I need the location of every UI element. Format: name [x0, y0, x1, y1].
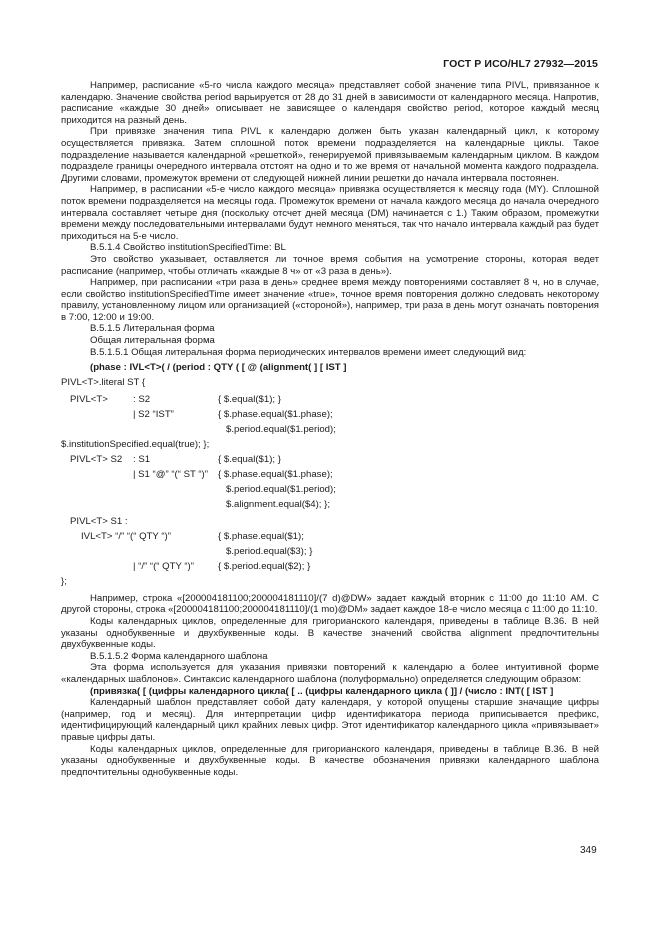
code-line: IVL<T> “/” “(“ QTY “)”	[81, 530, 171, 542]
code-line: $.institutionSpecified.equal(true); };	[61, 438, 210, 450]
code-line: PIVL<T> S1 :	[70, 515, 128, 527]
paragraph: Например, при расписании «три раза в день» среднее время между повторениями составляет 8 ч, но в случае, если свойство institutionSpecifiedTime имеет значение «true», точное время повторения должно следовать некоторому правилу, установленному лицом или организацией («стороной»), например, три раза в день могут означать повторения в 7:00, 12:00 и 19:00.	[61, 277, 599, 323]
code-line: { $.phase.equal($1.phase);	[218, 468, 333, 480]
code-line: | S2 “IST”	[133, 408, 174, 420]
code-line: };	[61, 575, 67, 587]
paragraph: Это свойство указывает, оставляется ли точное время события на усмотрение стороны, которая ведет расписание (например, чтобы отличать «каждые 8 ч» от «3 раза в день»).	[61, 253, 599, 277]
code-block	[61, 377, 599, 589]
code-line: PIVL<T> S2	[70, 453, 123, 465]
code-line: PIVL<T>	[70, 393, 108, 405]
syntax-line: (phase : IVL<T>( / (period : QTY ( [ @ (alignment( ] [ IST ]	[90, 362, 347, 374]
paragraph: Коды календарных циклов, определенные для григорианского календаря, приведены в таблице В.36. В ней указаны однобуквенные и двухбуквенные коды. В качестве значений свойства alignment предпочтительны двухбуквенные коды.	[61, 616, 599, 651]
paragraph: Например, расписание «5-го числа каждого месяца» представляет собой значение типа PIVL, привязанное к календарю. Значение свойства period варьируется от 28 до 31 дней в зависимости от календарного месяца. Напротив, расписание «каждые 30 дней» описывает не зависящее о календаря свойство period, которое каждый месяц приходится на разный день.	[61, 80, 599, 126]
paragraph: Календарный шаблон представляет собой дату календаря, у которой опущены старшие значащие цифры (например, год и месяц). Для интерпретации цифр идентификатора периода приписывается префикс, идентифицирующий календарный цикл крайних левых цифр. Этот идентификатор календарного цикла «привязывает» правые цифры даты.	[61, 697, 599, 743]
paragraph: Например, в расписании «5-е число каждого месяца» привязка осуществляется к месяцу года (MY). Сплошной поток времени подразделяется на месяцы года. Промежуток времени от начала каждого месяца до начала очередного интервала составляет четыре дня (поскольку отсчет дней месяца (DM) начинается с 1.) Таким образом, промежутки времени между последовательными интервалами будут немного меняться, так что начало интервала каждый раз будет приходиться на 5-е число.	[61, 184, 599, 242]
section-heading-b5152: В.5.1.5.2 Форма календарного шаблона	[90, 650, 268, 662]
document-header: ГОСТ Р ИСО/HL7 27932—2015	[443, 58, 598, 70]
paragraph: Например, строка «[200004181100;200004181110]/(7 d)@DW» задает каждый вторник с 11:00 до 11:10 AM. С другой стороны, строка «[200004181100;200004181110]/(1 mo)@DM» задает каждое 18-е число месяца с 11:00 до 11:10.	[61, 592, 599, 616]
code-line: { $.period.equal($2); }	[218, 560, 311, 572]
syntax-line: (привязка( [ (цифры календарного цикла( [ .. (цифры календарного цикла ( ]] / (число : INT( [ IST ]	[90, 685, 554, 697]
code-line: { $.phase.equal($1);	[218, 530, 304, 542]
section-heading-general: Общая литеральная форма	[90, 335, 215, 347]
paragraph: Эта форма используется для указания привязки повторений к календарю а более интуитивной форме «календарных шаблонов». Синтаксис календарного шаблона (полуформально) определяется следующим образом:	[61, 662, 599, 685]
section-heading-b5151: В.5.1.5.1 Общая литеральная форма периодических интервалов времени имеет следующий вид:	[90, 346, 527, 358]
code-line: $.period.equal($3); }	[226, 545, 313, 557]
code-line: $.period.equal($1.period);	[226, 483, 336, 495]
code-line: : S2	[133, 393, 151, 405]
code-line: | S1 “@” “(“ ST “)”	[133, 468, 208, 480]
section-heading-b515: В.5.1.5 Литеральная форма	[90, 323, 215, 335]
paragraph: Коды календарных циклов, определенные для григорианского календаря, приведены в таблице В.36. В ней указаны однобуквенные и двухбуквенные коды. В качестве обозначения привязки календарного шаблона предпочтительны однобуквенные коды.	[61, 743, 599, 778]
code-line: $.alignment.equal($4); };	[226, 498, 330, 510]
paragraph: При привязке значения типа PIVL к календарю должен быть указан календарный цикл, к которому осуществляется привязка. Затем сплошной поток времени подразделяется на календарные циклы. Такое подразделение называется календарной «решеткой», генерируемой привязываемым календарным циклом. В каждом подразделе границы очередного интервала отстоят на одно и то же время от начальной момента каждого подраздела. Другими словами, промежуток времени от следующей нижней линии решетки до начала интервала постоянен.	[61, 126, 599, 184]
code-line: $.period.equal($1.period);	[226, 423, 336, 435]
code-line: { $.equal($1); }	[218, 393, 281, 405]
code-line: | “/” “(“ QTY “)”	[133, 560, 194, 572]
section-heading-b514: В.5.1.4 Свойство institutionSpecifiedTime: BL	[90, 242, 286, 254]
page-content	[61, 80, 599, 778]
code-line: : S1	[133, 453, 151, 465]
code-line: { $.phase.equal($1.phase);	[218, 408, 333, 420]
code-line: { $.equal($1); }	[218, 453, 281, 465]
page-number: 349	[580, 845, 597, 856]
code-line: PIVL<T>.literal ST {	[61, 376, 146, 388]
